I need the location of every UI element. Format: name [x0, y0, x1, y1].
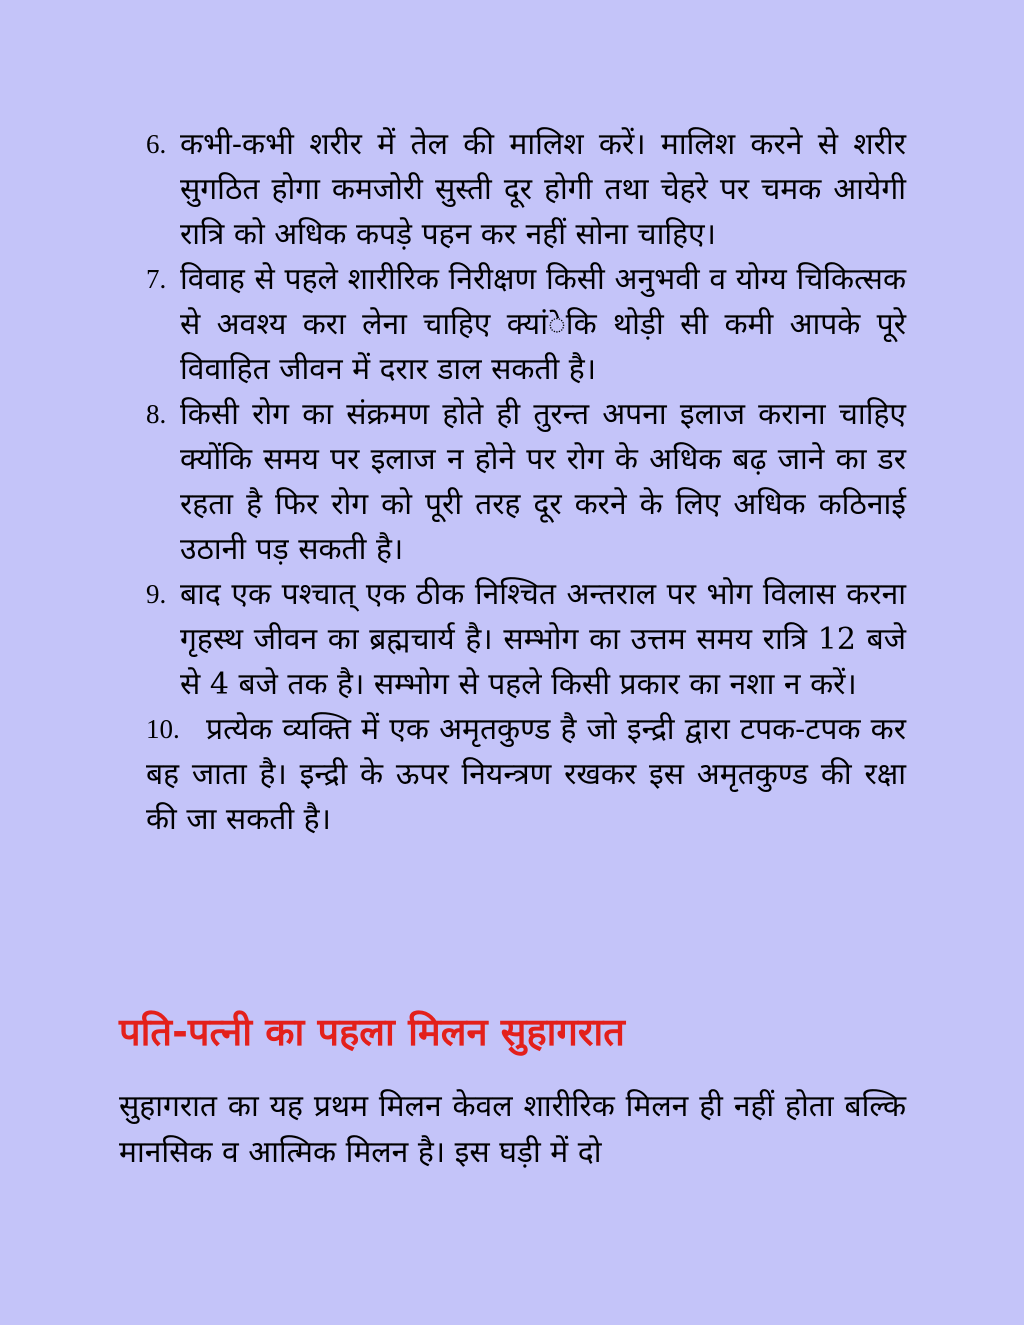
list-item-text: बाद एक पश्चात् एक ठीक निश्चित अन्तराल पर भोग विलास करना गृहस्थ जीवन का ब्रह्मचार्य है। सम्भोग का उत्तम समय रात्रि 12 बजे से 4 बजे तक है। सम्भोग से पहले किसी प्रकार का नशा न करें। [180, 577, 906, 702]
list-item-text: कभी-कभी शरीर में तेल की मालिश करें। मालिश करने से शरीर सुगठित होगा कमजोेरी सुस्ती दूर होगी तथा चेहरे पर चमक आयेगी रात्रि को अधिक कपड़े पहन कर नहीं सोना चाहिए। [180, 127, 906, 252]
list-item [146, 707, 906, 842]
list-item-text: किसी रोग का संक्रमण होते ही तुरन्त अपना इलाज कराना चाहिए क्योंकि समय पर इलाज न होने पर रोग के अधिक बढ़ जाने का डर रहता है फिर रोग को पूरी तरह दूर करने के लिए अधिक कठिनाई उठानी पड़ सकती है। [180, 397, 906, 567]
list-item-number: 7. [146, 264, 167, 294]
list-item-text: प्रत्येक व्यक्ति में एक अमृतकुण्ड है जो इन्द्री द्वारा टपक-टपक कर बह जाता है। इन्द्री के ऊपर नियन्त्रण रखकर इस अमृतकुण्ड की रक्षा की जा सकती है। [146, 712, 906, 837]
list-item [146, 122, 906, 257]
list-item-number: 8. [146, 399, 167, 429]
body-paragraph: सुहागरात का यह प्रथम मिलन केवल शारीरिक मिलन ही नहीं होता बल्कि मानसिक व आत्मिक मिलन है। इस घड़ी में दो [119, 1089, 906, 1170]
list-item-number: 6. [146, 129, 167, 159]
list-item [146, 392, 906, 572]
list-item [146, 572, 906, 707]
list-item-number: 9. [146, 579, 167, 609]
section-heading: पति-पत्नी का पहला मिलन सुहागरात [119, 1010, 625, 1054]
list-item-text: विवाह से पहले शारीरिक निरीक्षण किसी अनुभवी व योग्य चिकित्सक से अवश्य करा लेना चाहिए क्यांेकि थोड़ी सी कमी आपके पूरे विवाहित जीवन में दरार डाल सकती है। [180, 262, 906, 387]
numbered-list [146, 122, 906, 842]
list-item [146, 257, 906, 392]
list-item-number: 10. [146, 714, 180, 744]
